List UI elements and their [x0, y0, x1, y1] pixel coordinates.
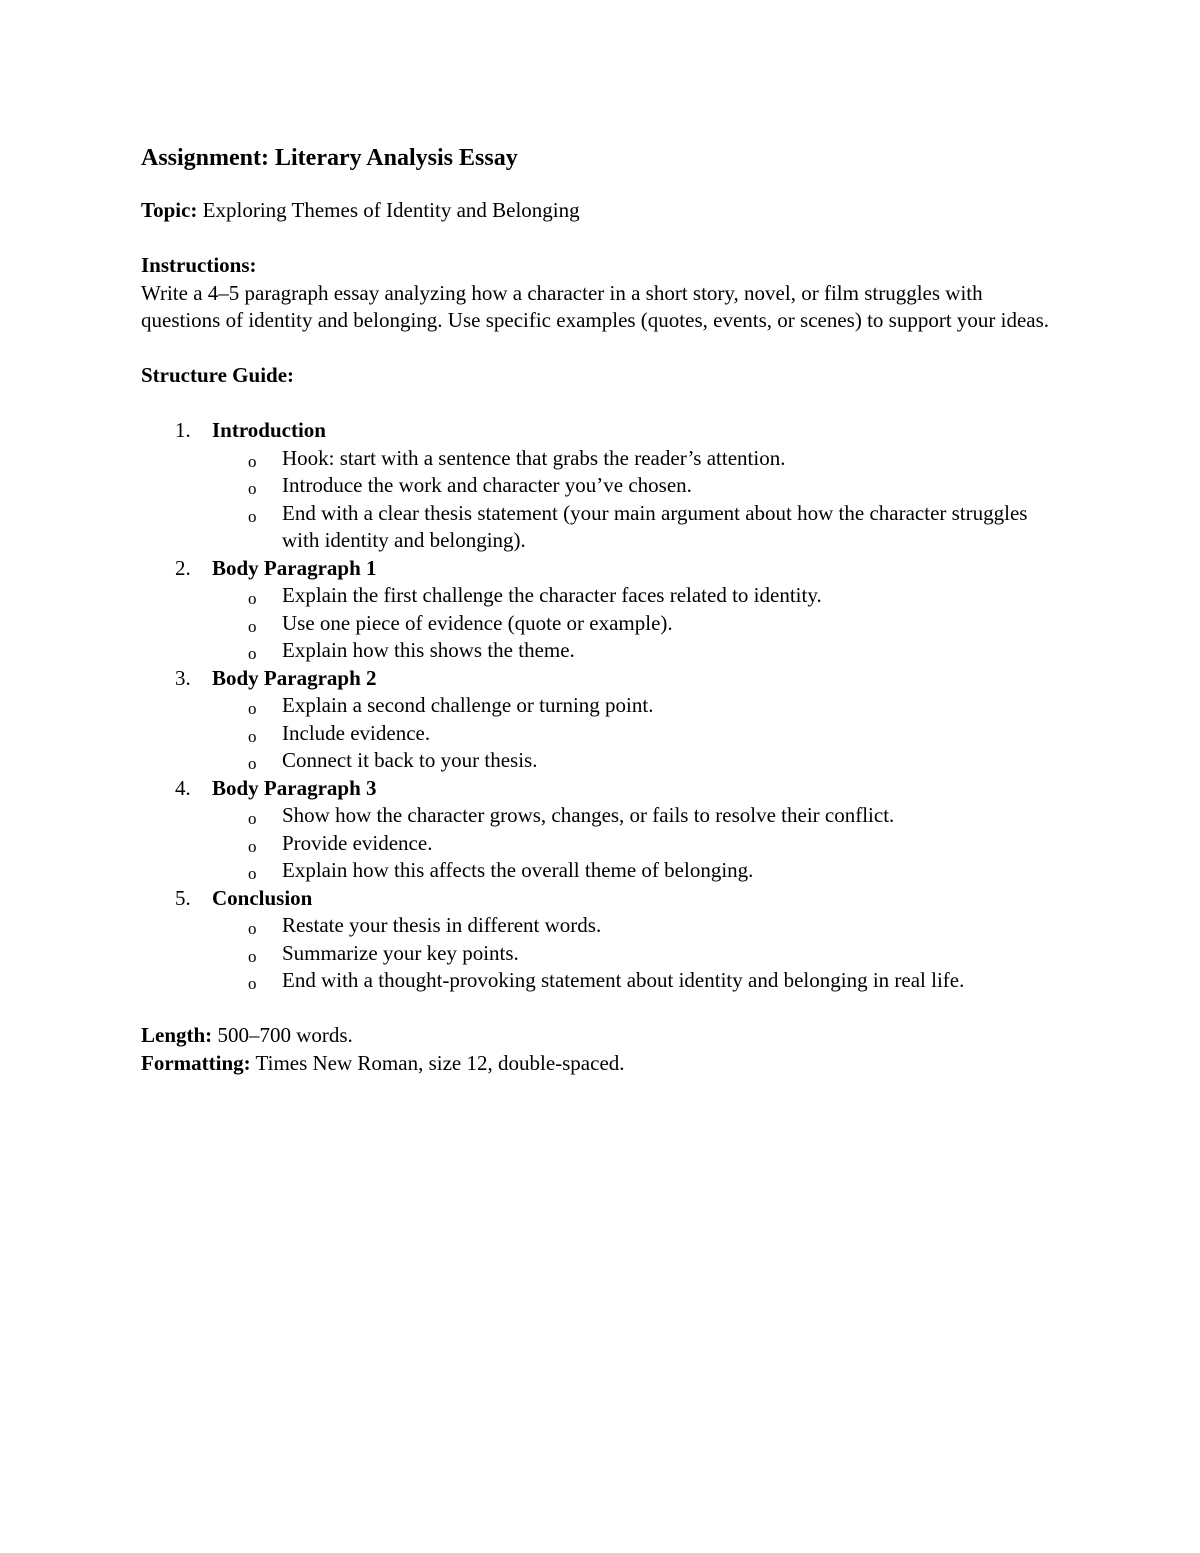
point-text: End with a clear thesis statement (your main argument about how the character struggles with identity and belonging). [282, 500, 1028, 552]
structure-section [141, 775, 1061, 885]
instructions-text: Write a 4–5 paragraph essay analyzing how a character in a short story, novel, or film struggles with questions of identity and belonging. Use specific examples (quotes, events, or scenes) to support your ideas. [141, 280, 1050, 332]
structure-section [141, 555, 1061, 665]
section-points [212, 912, 1061, 995]
circle-bullet-icon: o [248, 974, 257, 993]
formatting-label: Formatting: [141, 1050, 251, 1075]
point-text: Hook: start with a sentence that grabs the reader’s attention. [282, 445, 786, 470]
circle-bullet-icon: o [248, 589, 257, 608]
document-content [141, 141, 1061, 1077]
section-point [141, 610, 1061, 638]
section-number: 5. [175, 885, 191, 910]
spacer [141, 390, 1061, 418]
circle-bullet-icon: o [248, 506, 257, 526]
circle-bullet-icon: o [248, 726, 257, 746]
section-point [141, 500, 1061, 555]
structure-guide-label: Structure Guide: [141, 363, 295, 387]
point-text: Introduce the work and character you’ve chosen. [282, 473, 692, 497]
point-text: Explain a second challenge or turning point. [282, 693, 654, 717]
section-title: Body Paragraph 1 [212, 555, 377, 580]
spacer [141, 225, 1061, 253]
point-text: Restate your thesis in different words. [282, 913, 602, 937]
topic-label: Topic: [141, 198, 198, 222]
section-points [212, 692, 1061, 775]
formatting-value: Times New Roman, size 12, double-spaced. [255, 1050, 625, 1075]
structure-list [141, 417, 1061, 995]
section-point [141, 747, 1061, 775]
section-points [212, 802, 1061, 885]
section-title: Body Paragraph 2 [212, 665, 377, 690]
section-points [212, 582, 1061, 665]
topic-value: Exploring Themes of Identity and Belonging [202, 198, 580, 222]
circle-bullet-icon: o [248, 479, 257, 498]
length-line [141, 1022, 1061, 1050]
circle-bullet-icon: o [248, 836, 257, 856]
circle-bullet-icon: o [248, 864, 257, 883]
section-point [141, 912, 1061, 940]
section-title: Conclusion [212, 885, 313, 910]
section-point [141, 582, 1061, 610]
section-title: Body Paragraph 3 [212, 775, 377, 800]
circle-bullet-icon: o [248, 644, 257, 663]
point-text: Explain the first challenge the character faces related to identity. [282, 583, 822, 607]
structure-section [141, 417, 1061, 555]
section-point [141, 720, 1061, 748]
section-number: 3. [175, 665, 191, 690]
point-text: End with a thought-provoking statement about identity and belonging in real life. [282, 968, 965, 992]
instructions-label: Instructions: [141, 253, 257, 277]
point-text: Explain how this shows the theme. [282, 638, 575, 662]
document-title: Assignment: Literary Analysis Essay [141, 145, 518, 171]
circle-bullet-icon: o [248, 809, 257, 828]
section-point [141, 857, 1061, 885]
structure-section [141, 665, 1061, 775]
circle-bullet-icon: o [248, 451, 257, 471]
length-label: Length: [141, 1023, 213, 1047]
section-points [212, 445, 1061, 555]
circle-bullet-icon: o [248, 919, 257, 938]
circle-bullet-icon: o [248, 946, 257, 966]
section-number: 2. [175, 555, 191, 580]
section-number: 4. [175, 775, 191, 800]
section-point [141, 802, 1061, 830]
point-text: Explain how this affects the overall theme of belonging. [282, 858, 754, 882]
section-title: Introduction [212, 418, 326, 442]
section-point [141, 940, 1061, 968]
point-text: Show how the character grows, changes, or fails to resolve their conflict. [282, 803, 895, 827]
length-value: 500–700 words. [217, 1023, 353, 1047]
circle-bullet-icon: o [248, 699, 257, 718]
section-point [141, 637, 1061, 665]
spacer [141, 995, 1061, 1023]
circle-bullet-icon: o [248, 754, 257, 773]
structure-section [141, 885, 1061, 995]
section-point [141, 472, 1061, 500]
point-text: Use one piece of evidence (quote or example). [282, 610, 673, 635]
section-point [141, 830, 1061, 858]
section-number: 1. [175, 418, 191, 442]
circle-bullet-icon: o [248, 616, 257, 636]
point-text: Connect it back to your thesis. [282, 748, 538, 772]
point-text: Include evidence. [282, 720, 431, 745]
section-point [141, 692, 1061, 720]
section-point [141, 445, 1061, 473]
formatting-line [141, 1050, 1061, 1078]
point-text: Summarize your key points. [282, 940, 519, 965]
point-text: Provide evidence. [282, 830, 433, 855]
section-point [141, 967, 1061, 995]
spacer [141, 335, 1061, 363]
topic-line [141, 197, 1061, 225]
